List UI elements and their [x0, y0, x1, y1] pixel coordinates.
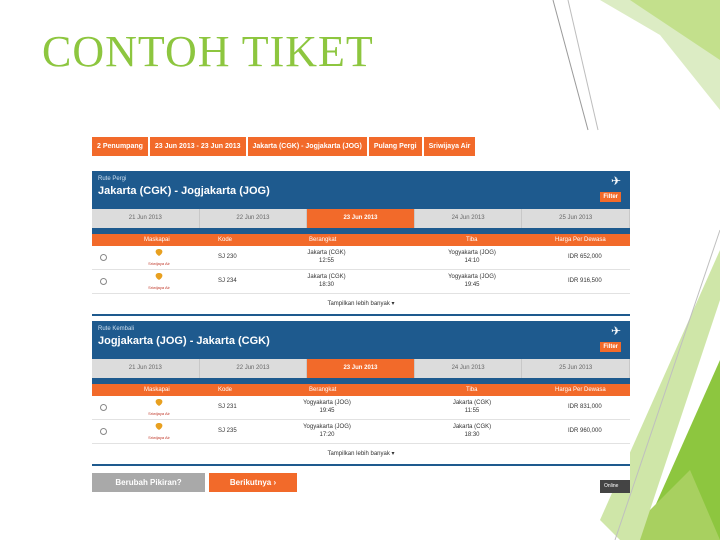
logo-text: Sriwijaya Air: [148, 261, 170, 266]
breadcrumb-airline[interactable]: Sriwijaya Air: [424, 137, 476, 156]
table-header: [92, 234, 630, 246]
col-airline: Maskapai: [144, 387, 170, 393]
arrival-info: [447, 423, 497, 439]
slide-title: CONTOH TIKET: [42, 27, 374, 76]
arrival-info: [447, 399, 497, 415]
flight-row[interactable]: [92, 246, 630, 270]
date-tab-active[interactable]: 23 Jun 2013: [307, 209, 415, 228]
date-tab[interactable]: 21 Jun 2013: [92, 209, 200, 228]
flight-code: SJ 230: [218, 254, 237, 260]
flight-row[interactable]: [92, 270, 630, 294]
departure-city: Yogyakarta (JOG): [303, 400, 351, 406]
booking-screenshot: [92, 137, 630, 493]
logo-bird-icon: [156, 273, 163, 280]
flight-code: SJ 234: [218, 278, 237, 284]
arrival-city: Jakarta (CGK): [452, 400, 492, 406]
departure-time: 12:55: [318, 258, 334, 264]
breadcrumb: [92, 137, 477, 156]
sriwijaya-air-logo: [144, 247, 174, 268]
arrival-city: Yogyakarta (JOG): [448, 274, 496, 280]
arrival-time: 11:55: [464, 408, 480, 414]
outbound-label: Rute Pergi: [98, 176, 127, 182]
flight-price: IDR 652,000: [568, 254, 602, 260]
online-chat-badge[interactable]: Online: [600, 480, 630, 493]
departure-time: 18:30: [318, 282, 334, 288]
col-price: Harga Per Dewasa: [555, 387, 606, 393]
departure-time: 19:45: [319, 408, 335, 414]
flight-code: SJ 235: [218, 428, 237, 434]
departure-time: 17:20: [319, 432, 335, 438]
arrival-city: Jakarta (CGK): [452, 424, 492, 430]
date-tab[interactable]: 22 Jun 2013: [200, 359, 308, 378]
departure-info: [292, 399, 362, 415]
return-route: Jogjakarta (JOG) - Jakarta (CGK): [98, 335, 270, 347]
show-more-label: Tampilkan lebih banyak: [327, 451, 390, 457]
change-mind-button[interactable]: Berubah Pikiran?: [92, 473, 205, 492]
flight-row[interactable]: [92, 420, 630, 444]
departure-city: Yogyakarta (JOG): [303, 424, 351, 430]
logo-text: Sriwijaya Air: [148, 435, 170, 440]
filter-button[interactable]: Filter: [600, 342, 621, 352]
flight-price: IDR 916,500: [568, 278, 602, 284]
outbound-route: Jakarta (CGK) - Jogjakarta (JOG): [98, 185, 270, 197]
flight-price: IDR 960,000: [568, 428, 602, 434]
date-tab[interactable]: 24 Jun 2013: [415, 359, 523, 378]
date-tab[interactable]: 22 Jun 2013: [200, 209, 308, 228]
date-tab[interactable]: 24 Jun 2013: [415, 209, 523, 228]
date-tab-active[interactable]: 23 Jun 2013: [307, 359, 415, 378]
flight-row[interactable]: [92, 396, 630, 420]
col-code: Kode: [218, 237, 233, 243]
date-tab[interactable]: 25 Jun 2013: [522, 209, 630, 228]
show-more-link[interactable]: [92, 294, 630, 314]
departure-info: [299, 249, 354, 265]
return-label: Rute Kembali: [98, 326, 135, 332]
arrival-city: Yogyakarta (JOG): [448, 250, 496, 256]
flight-price: IDR 831,000: [568, 404, 602, 410]
filter-button[interactable]: Filter: [600, 192, 621, 202]
col-code: Kode: [218, 387, 233, 393]
sriwijaya-air-logo: [144, 271, 174, 292]
show-more-label: Tampilkan lebih banyak: [327, 301, 390, 307]
show-more-link[interactable]: [92, 444, 630, 464]
arrival-time: 19:45: [464, 282, 480, 288]
breadcrumb-dates[interactable]: 23 Jun 2013 - 23 Jun 2013: [150, 137, 246, 156]
arrival-info: [442, 273, 502, 289]
col-price: Harga Per Dewasa: [555, 237, 606, 243]
breadcrumb-trip-type[interactable]: Pulang Pergi: [369, 137, 422, 156]
logo-text: Sriwijaya Air: [148, 285, 170, 290]
return-panel: [92, 321, 630, 466]
outbound-panel: [92, 171, 630, 316]
sriwijaya-air-logo: [144, 397, 174, 418]
departure-city: Jakarta (CGK): [307, 250, 346, 256]
logo-bird-icon: [156, 399, 163, 406]
sriwijaya-air-logo: [144, 421, 174, 442]
plane-icon: ✈: [610, 174, 621, 188]
flight-code: SJ 231: [218, 404, 237, 410]
select-radio[interactable]: [100, 404, 107, 411]
chevron-down-icon: ▾: [391, 451, 395, 457]
return-date-tabs: [92, 359, 630, 378]
logo-bird-icon: [156, 423, 163, 430]
chevron-down-icon: ▾: [391, 301, 395, 307]
next-button[interactable]: Berikutnya ›: [209, 473, 297, 492]
select-radio[interactable]: [100, 428, 107, 435]
breadcrumb-passengers[interactable]: 2 Penumpang: [92, 137, 148, 156]
col-departure: Berangkat: [309, 237, 337, 243]
arrival-time: 14:10: [464, 258, 480, 264]
date-tab[interactable]: 21 Jun 2013: [92, 359, 200, 378]
col-arrival: Tiba: [466, 237, 478, 243]
departure-city: Jakarta (CGK): [307, 274, 346, 280]
arrival-time: 18:30: [464, 432, 480, 438]
col-airline: Maskapai: [144, 237, 170, 243]
departure-info: [292, 423, 362, 439]
table-header: [92, 384, 630, 396]
select-radio[interactable]: [100, 278, 107, 285]
arrival-info: [442, 249, 502, 265]
col-arrival: Tiba: [466, 387, 478, 393]
date-tab[interactable]: 25 Jun 2013: [522, 359, 630, 378]
logo-text: Sriwijaya Air: [148, 411, 170, 416]
departure-info: [299, 273, 354, 289]
logo-bird-icon: [156, 249, 163, 256]
col-departure: Berangkat: [309, 387, 337, 393]
breadcrumb-route[interactable]: Jakarta (CGK) - Jogjakarta (JOG): [248, 137, 367, 156]
select-radio[interactable]: [100, 254, 107, 261]
plane-icon: ✈: [610, 324, 621, 338]
outbound-date-tabs: [92, 209, 630, 228]
